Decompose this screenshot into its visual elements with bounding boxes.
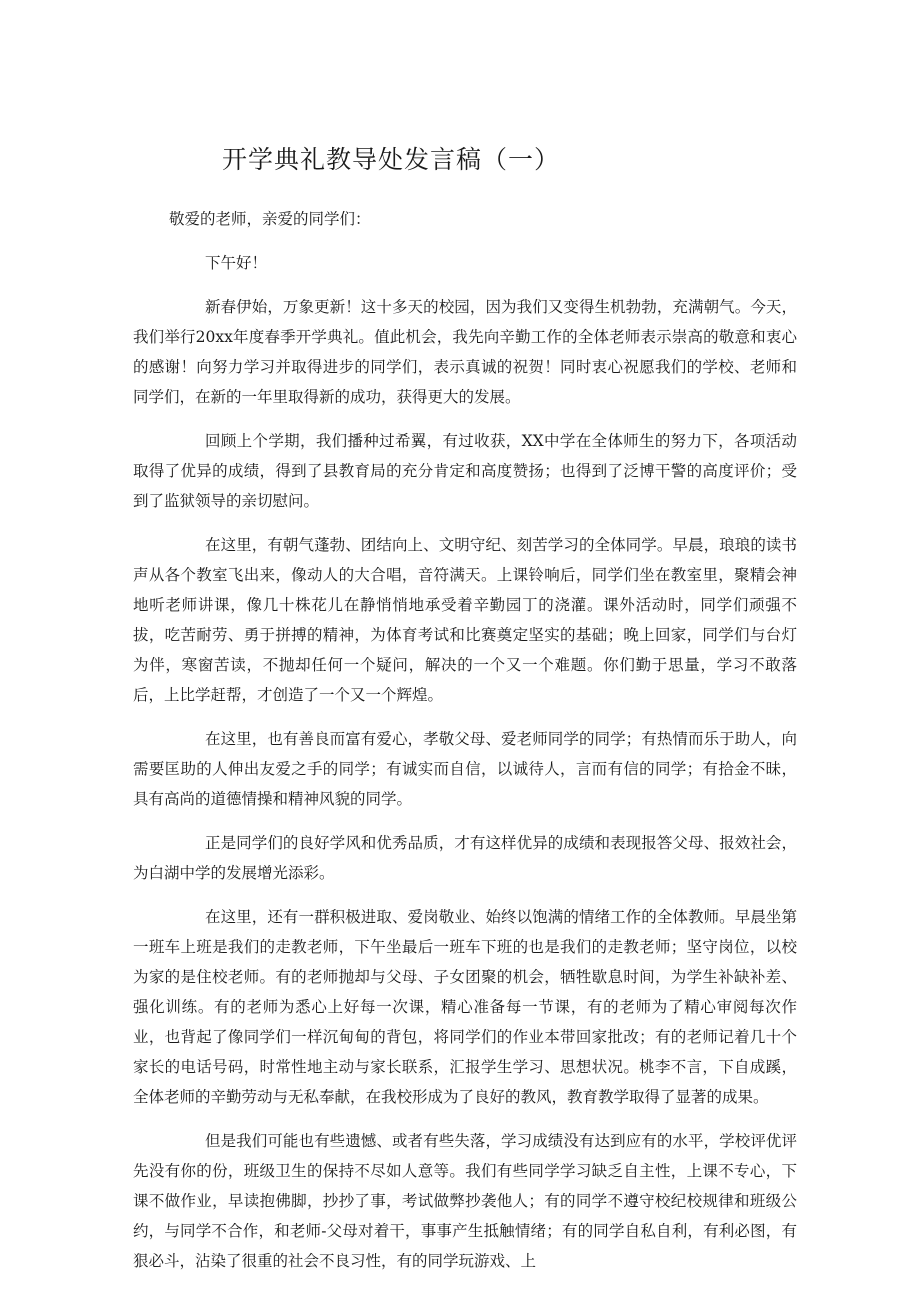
paragraph-1: 新春伊始，万象更新！这十多天的校园，因为我们又变得生机勃勃，充满朝气。今天，我们举行20xx年度春季开学典礼。值此机会，我先向辛勤工作的全体老师表示崇高的敬意和衷心的感谢！向努力学习并取得进步的同学们，表示真诚的祝贺！同时衷心祝愿我们的学校、老师和同学们，在新的一年里取得新的成功，获得更大的发展。 [133,298,797,406]
document-title: 开学典礼教导处发言稿（一） [222,145,561,174]
document-body [133,204,797,1276]
paragraph-5: 正是同学们的良好学风和优秀品质，才有这样优异的成绩和表现报答父母、报效社会，为白湖中学的发展增光添彩。 [133,834,797,882]
paragraph-7: 但是我们可能也有些遗憾、或者有些失落，学习成绩没有达到应有的水平，学校评优评先没有你的份，班级卫生的保持不尽如人意等。我们有些同学学习缺乏自主性，上课不专心，下课不做作业，早读抱佛脚，抄抄了事，考试做弊抄袭他人；有的同学不遵守校纪校规律和班级公约，与同学不合作，和老师-父母对着干，事事产生抵触情绪；有的同学自私自利，有利必图，有狠必斗，沾染了很重的社会不良习性，有的同学玩游戏、上 [133,1132,797,1270]
salutation: 敬爱的老师，亲爱的同学们： [169,210,371,228]
paragraph-6: 在这里，还有一群积极进取、爱岗敬业、始终以饱满的情绪工作的全体教师。早晨坐第一班车上班是我们的走教老师，下午坐最后一班车下班的也是我们的走教老师；坚守岗位，以校为家的是住校老师。有的老师抛却与父母、子女团聚的机会，牺牲歇息时间，为学生补缺补差、强化训练。有的老师为悉心上好每一次课，精心准备每一节课，有的老师为了精心审阅每次作业，也背起了像同学们一样沉甸甸的背包，将同学们的作业本带回家批改；有的老师记着几十个家长的电话号码，时常性地主动与家长联系，汇报学生学习、思想状况。桃李不言，下自成蹊，全体老师的辛勤劳动与无私奉献，在我校形成为了良好的教风，教育教学取得了显著的成果。 [133,908,797,1106]
paragraph-3: 在这里，有朝气蓬勃、团结向上、文明守纪、刻苦学习的全体同学。早晨，琅琅的读书声从各个教室飞出来，像动人的大合唱，音符满天。上课铃响后，同学们坐在教室里，聚精会神地听老师讲课，像几十株花儿在静悄悄地承受着辛勤园丁的浇灌。课外活动时，同学们顽强不拔，吃苦耐劳、勇于拼搏的精神，为体育考试和比赛奠定坚实的基础；晚上回家，同学们与台灯为伴，寒窗苦读，不抛却任何一个疑问，解决的一个又一个难题。你们勤于思量，学习不敢落后，上比学赶帮，才创造了一个又一个辉煌。 [133,536,797,704]
greeting: 下午好！ [205,254,268,272]
paragraph-2: 回顾上个学期，我们播种过希翼，有过收获，XX中学在全体师生的努力下，各项活动取得了优异的成绩，得到了县教育局的充分肯定和高度赞扬；也得到了泛博干警的高度评价；受到了监狱领导的亲切慰问。 [133,432,797,510]
paragraph-4: 在这里，也有善良而富有爱心，孝敬父母、爱老师同学的同学；有热情而乐于助人，向需要匡助的人伸出友爱之手的同学；有诚实而自信，以诚待人，言而有信的同学；有拾金不昧，具有高尚的道德情操和精神风貌的同学。 [133,730,797,808]
